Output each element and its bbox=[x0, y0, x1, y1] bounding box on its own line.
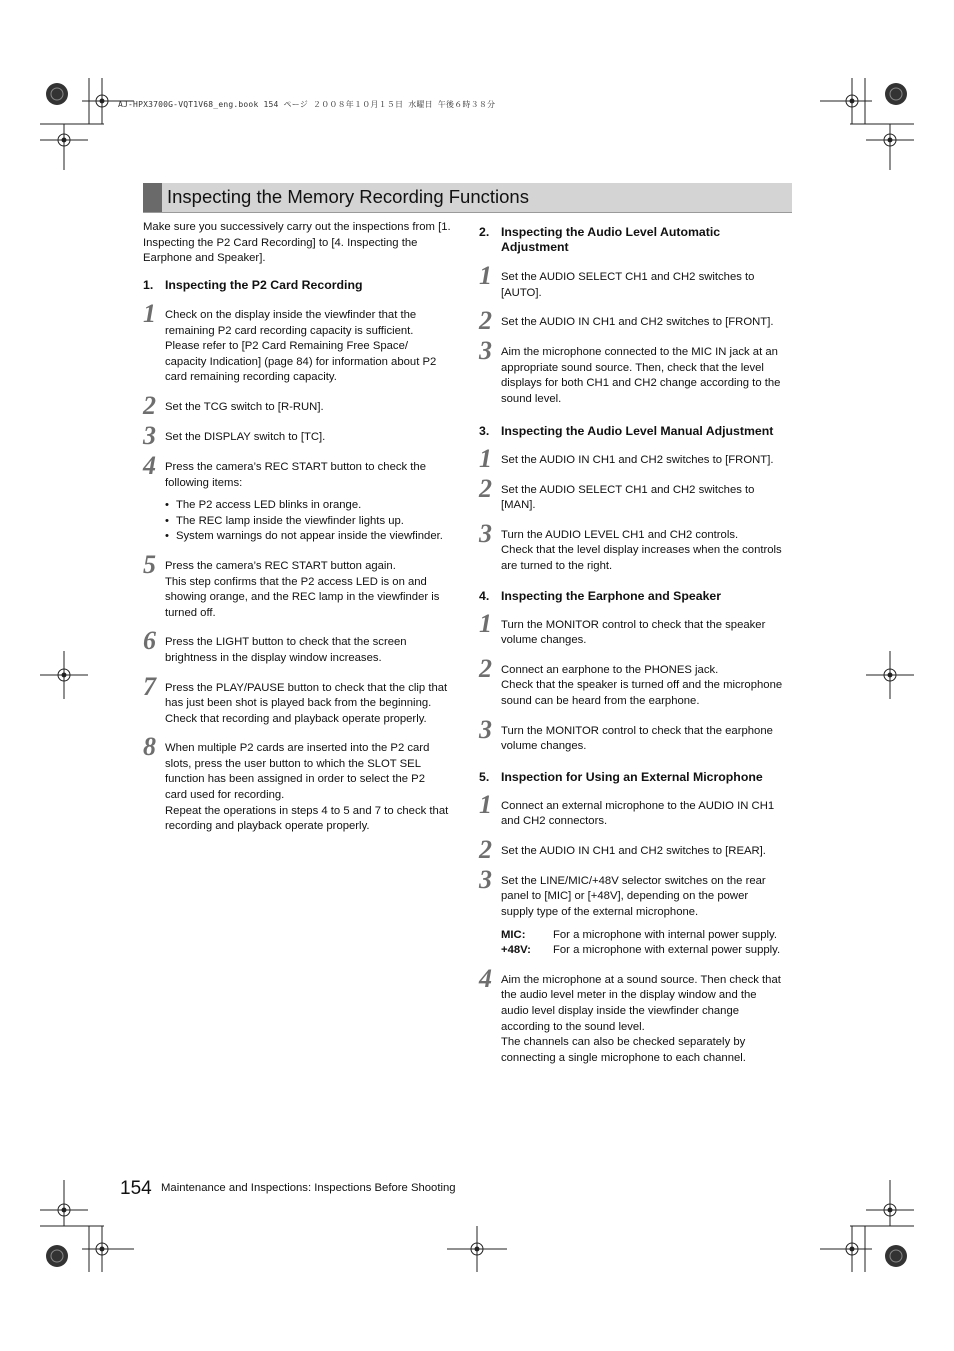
step-number: 4 bbox=[479, 963, 492, 993]
step-line: Turn the MONITOR control to check that the speaker bbox=[501, 618, 766, 631]
step bbox=[479, 864, 794, 921]
step-line: Set the LINE/MIC/+48V selector switches on the rear bbox=[501, 874, 766, 887]
step-number: 2 bbox=[479, 834, 492, 864]
step bbox=[479, 306, 794, 336]
page-number: 154 bbox=[120, 1178, 152, 1199]
step bbox=[143, 390, 458, 420]
step-text bbox=[501, 844, 794, 860]
step-line: showing orange, and the REC lamp in the viewfinder is bbox=[165, 591, 440, 604]
step-line: volume changes. bbox=[501, 634, 587, 647]
bullet-dot: • bbox=[165, 499, 169, 512]
section-heading bbox=[143, 278, 458, 293]
step-number: 2 bbox=[479, 473, 492, 503]
step-line: Check on the display inside the viewfinder that the bbox=[165, 309, 417, 321]
step bbox=[143, 299, 458, 386]
intro-text: Make sure you successively carry out the inspections from [1. Inspecting the P2 Card Recording] to [4. Inspecting the Earphone and Speaker]. bbox=[143, 221, 451, 265]
step bbox=[479, 518, 794, 575]
bullet-item bbox=[165, 498, 458, 514]
step-number: 6 bbox=[143, 626, 156, 656]
section-heading bbox=[479, 589, 794, 604]
step-line: Please refer to [P2 Card Remaining Free Space/ bbox=[165, 340, 409, 353]
step bbox=[479, 473, 794, 514]
section-title-bar bbox=[143, 183, 792, 213]
step-number: 1 bbox=[479, 261, 492, 290]
step-line: Repeat the operations in steps 4 to 5 and 7 to check that bbox=[165, 804, 449, 817]
section-title-line: Inspecting the Audio Level Automatic bbox=[501, 225, 721, 239]
page-title: Inspecting the Memory Recording Functions bbox=[167, 186, 529, 207]
step bbox=[143, 549, 458, 621]
section-title: Inspecting the Earphone and Speaker bbox=[501, 588, 722, 603]
definition-item bbox=[501, 928, 794, 944]
step-text bbox=[165, 741, 458, 835]
step-line: When multiple P2 cards are inserted into the P2 card bbox=[165, 742, 430, 755]
step-text bbox=[501, 663, 794, 710]
step-line: slots, press the user button to which the SLOT SEL bbox=[165, 757, 421, 770]
step-number: 8 bbox=[143, 732, 156, 762]
step-text bbox=[165, 460, 458, 491]
step-text bbox=[165, 681, 458, 728]
section-heading bbox=[479, 225, 794, 255]
definition-term: MIC: bbox=[501, 928, 526, 941]
bullet-text: The P2 access LED blinks in orange. bbox=[176, 499, 362, 512]
section-title: Inspecting the P2 Card Recording bbox=[165, 278, 363, 292]
left-column bbox=[143, 278, 458, 835]
step-line: Set the DISPLAY switch to [TC]. bbox=[165, 430, 326, 443]
step-line: turned off. bbox=[165, 606, 216, 619]
step-text bbox=[501, 528, 794, 575]
step bbox=[143, 732, 458, 835]
step-number: 3 bbox=[479, 714, 492, 744]
footer-text: Maintenance and Inspections: Inspections Before Shooting bbox=[161, 1182, 456, 1194]
definition-item bbox=[501, 943, 794, 959]
step-text bbox=[501, 799, 794, 830]
step-text bbox=[501, 483, 794, 514]
step-text bbox=[165, 559, 458, 621]
step-line: capacity Indication] (page 84) for information about P2 bbox=[165, 355, 437, 368]
step-line: This step confirms that the P2 access LED is on and bbox=[165, 575, 427, 588]
section-number: 1. bbox=[143, 278, 154, 292]
step-number: 1 bbox=[479, 608, 492, 638]
step-text bbox=[501, 270, 794, 301]
step bbox=[143, 450, 458, 491]
section-title bbox=[501, 225, 720, 255]
step-line: connecting a single microphone to each channel. bbox=[501, 1051, 746, 1064]
step-line: Check that the speaker is turned off and the microphone bbox=[501, 679, 783, 692]
step-line: Check that the level display increases when the controls bbox=[501, 544, 782, 557]
step-line: Press the camera’s REC START button again. bbox=[165, 559, 396, 572]
step-line: the audio level meter in the display window and the bbox=[501, 989, 757, 1002]
step-line: Set the AUDIO IN CH1 and CH2 switches to [FRONT]. bbox=[501, 316, 774, 329]
section-title: Inspecting the Audio Level Manual Adjustment bbox=[501, 423, 774, 438]
bullet-dot: • bbox=[165, 514, 169, 527]
step-line: according to the sound level. bbox=[501, 1020, 645, 1033]
step-line: volume changes. bbox=[501, 740, 587, 753]
step-line: Connect an earphone to the PHONES jack. bbox=[501, 663, 719, 676]
step-line: appropriate sound source. Then, check that the level bbox=[501, 361, 764, 374]
step-line: and CH2 connectors. bbox=[501, 815, 608, 828]
step-line: [AUTO]. bbox=[501, 286, 542, 299]
bullet-text: System warnings do not appear inside the viewfinder. bbox=[176, 530, 443, 543]
step-line: following items: bbox=[165, 476, 243, 489]
step-line: Set the AUDIO SELECT CH1 and CH2 switches to bbox=[501, 271, 755, 283]
step-line: Check that recording and playback operate properly. bbox=[165, 712, 427, 725]
step-number: 3 bbox=[479, 336, 492, 366]
step bbox=[479, 834, 794, 864]
step-line: Aim the microphone at a sound source. Then check that bbox=[501, 973, 781, 986]
step-number: 7 bbox=[143, 671, 156, 701]
step-number: 1 bbox=[479, 443, 492, 473]
section-heading bbox=[479, 770, 794, 785]
step-number: 2 bbox=[479, 653, 492, 683]
step-line: Connect an external microphone to the AUDIO IN CH1 bbox=[501, 799, 775, 812]
step bbox=[479, 443, 794, 473]
step-text bbox=[501, 874, 794, 921]
step-line: audio level display inside the viewfinder change bbox=[501, 1005, 740, 1018]
step-line: Turn the AUDIO LEVEL CH1 and CH2 controls. bbox=[501, 528, 739, 541]
step-line: Turn the MONITOR control to check that the earphone bbox=[501, 724, 773, 737]
step-line: [MAN]. bbox=[501, 499, 536, 512]
step-text bbox=[501, 345, 794, 407]
step bbox=[479, 336, 794, 407]
step-line: brightness in the display window increases. bbox=[165, 651, 382, 664]
step-line: has just been shot is played back from the beginning. bbox=[165, 697, 432, 710]
title-accent bbox=[143, 183, 162, 212]
step bbox=[143, 420, 458, 450]
step bbox=[479, 789, 794, 830]
step-line: sound can be heard from the earphone. bbox=[501, 694, 700, 707]
step-number: 3 bbox=[143, 420, 156, 450]
section-title: Inspection for Using an External Microphone bbox=[501, 769, 763, 784]
step bbox=[479, 261, 794, 301]
step bbox=[479, 714, 794, 755]
step-line: Press the LIGHT button to check that the screen bbox=[165, 636, 407, 649]
step-number: 3 bbox=[479, 518, 492, 548]
step-line: sound level. bbox=[501, 392, 562, 405]
definition-text: For a microphone with internal power supply. bbox=[553, 928, 777, 941]
step-line: Set the AUDIO SELECT CH1 and CH2 switches to bbox=[501, 483, 755, 496]
step-line: are turned to the right. bbox=[501, 559, 613, 572]
step bbox=[479, 608, 794, 649]
bullet-item bbox=[165, 529, 458, 545]
print-header: AJ-HPX3700G-VQT1V68_eng.book 154 ページ ２００８年１０月１５日 水曜日 午後６時３８分 bbox=[118, 100, 496, 109]
step-line: The channels can also be checked separately by bbox=[501, 1036, 746, 1049]
step-text bbox=[501, 453, 794, 469]
step-line: remaining P2 card recording capacity is sufficient. bbox=[165, 324, 414, 337]
section-number: 4. bbox=[479, 588, 490, 603]
step bbox=[479, 963, 794, 1067]
step-number: 3 bbox=[479, 864, 492, 894]
step-text bbox=[165, 635, 458, 666]
definition-term: +48V: bbox=[501, 944, 531, 957]
step-line: Set the TCG switch to [R-RUN]. bbox=[165, 400, 324, 413]
step-line: panel to [MIC] or [+48V], depending on the power bbox=[501, 890, 749, 903]
step-text bbox=[165, 308, 458, 386]
bullet-item bbox=[165, 514, 458, 530]
step-line: displays for both CH1 and CH2 change according to the bbox=[501, 377, 781, 390]
step-line: card used for recording. bbox=[165, 789, 285, 802]
section-heading bbox=[479, 424, 794, 439]
step-text bbox=[501, 724, 794, 755]
right-column bbox=[479, 225, 794, 1066]
step-number: 4 bbox=[143, 450, 156, 480]
bullet-list bbox=[165, 498, 458, 545]
step-text bbox=[501, 973, 794, 1067]
step-line: Set the AUDIO IN CH1 and CH2 switches to [REAR]. bbox=[501, 844, 766, 857]
step-number: 2 bbox=[479, 306, 492, 336]
step-number: 5 bbox=[143, 549, 156, 579]
step-line: function has been assigned in order to select the P2 bbox=[165, 773, 425, 786]
step-line: card remaining recording capacity. bbox=[165, 371, 337, 384]
section-number: 2. bbox=[479, 225, 490, 239]
step-line: recording and playback operate properly. bbox=[165, 820, 370, 833]
step-text bbox=[501, 315, 794, 331]
step-line: supply type of the external microphone. bbox=[501, 906, 699, 919]
section-number: 3. bbox=[479, 423, 490, 438]
step bbox=[479, 653, 794, 710]
bullet-text: The REC lamp inside the viewfinder lights up. bbox=[176, 514, 404, 527]
definition-text: For a microphone with external power supply. bbox=[553, 944, 781, 957]
step-text bbox=[165, 400, 458, 416]
bullet-dot: • bbox=[165, 530, 169, 543]
step-number: 2 bbox=[143, 390, 156, 420]
step-number: 1 bbox=[479, 789, 492, 819]
section-number: 5. bbox=[479, 769, 490, 784]
step bbox=[143, 626, 458, 666]
section-title-line: Adjustment bbox=[501, 240, 569, 254]
step-text bbox=[165, 430, 458, 446]
step-line: Set the AUDIO IN CH1 and CH2 switches to [FRONT]. bbox=[501, 453, 774, 466]
definition-list bbox=[501, 928, 794, 959]
step-line: Press the camera’s REC START button to check the bbox=[165, 460, 426, 473]
step-line: Aim the microphone connected to the MIC IN jack at an bbox=[501, 346, 778, 359]
step-line: Press the PLAY/PAUSE button to check that the clip that bbox=[165, 681, 448, 694]
step-number: 1 bbox=[143, 299, 156, 328]
step bbox=[143, 671, 458, 728]
step-text bbox=[501, 618, 794, 649]
